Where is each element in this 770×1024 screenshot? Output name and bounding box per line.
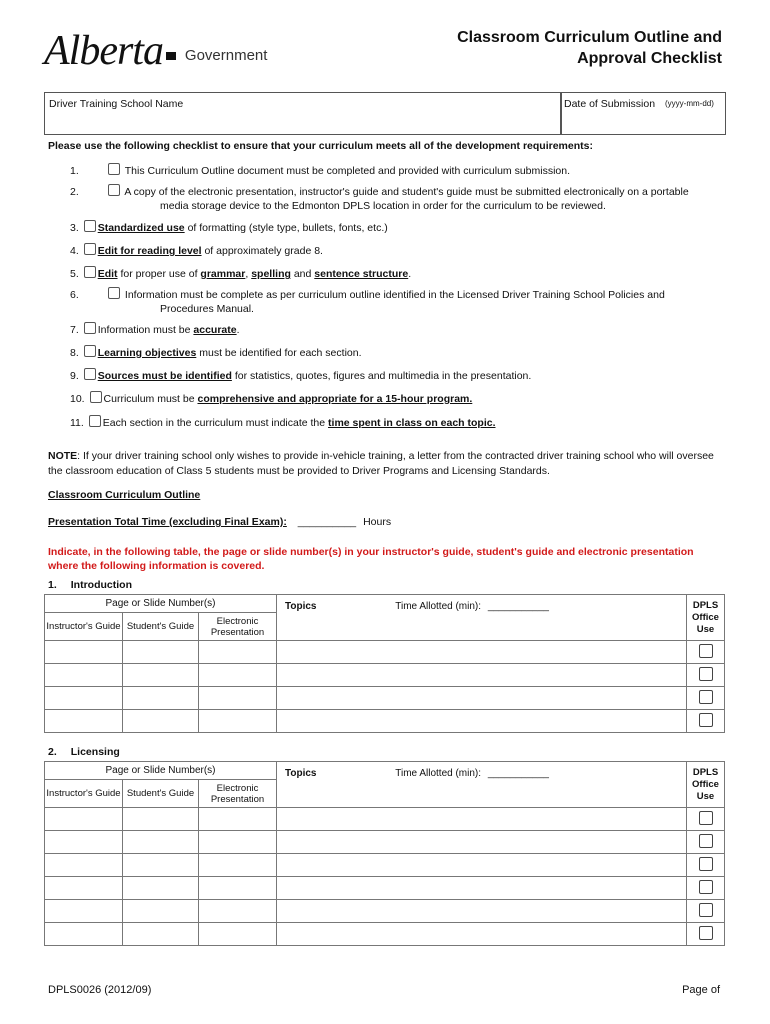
introduction-table <box>44 594 725 733</box>
checkbox-2[interactable] <box>108 184 120 196</box>
table-row <box>45 641 725 664</box>
checklist-item: 10. Curriculum must be comprehensive and appropriate for a 15-hour program. <box>70 393 473 405</box>
table-row <box>45 710 725 733</box>
dpls-office-use-header: DPLS Office Use <box>687 762 725 808</box>
checklist-item: 11. Each section in the curriculum must indicate the time spent in class on each topic. <box>70 417 496 429</box>
document-title <box>382 27 722 69</box>
section-heading-introduction: 1. Introduction <box>48 579 133 591</box>
checkbox-10[interactable] <box>90 391 102 403</box>
checklist-intro: Please use the following checklist to ensure that your curriculum meets all of the development requirements: <box>48 140 593 152</box>
checklist-item: 1. This Curriculum Outline document must be completed and provided with curriculum submission. <box>70 165 571 177</box>
checklist-item: 9. Sources must be identified for statistics, quotes, figures and multimedia in the presentation. <box>70 370 532 382</box>
table-row <box>45 900 725 923</box>
table-row <box>45 808 725 831</box>
students-guide-header: Student's Guide <box>123 613 199 641</box>
checklist-item: 2. A copy of the electronic presentation, instructor's guide and student's guide must be submitted electronically on a portable media storage device to the Edmonton DPLS location in order for the curriculum to be reviewed. <box>70 186 689 212</box>
dpls-checkbox[interactable] <box>699 690 713 704</box>
table-row <box>45 854 725 877</box>
logo-wordmark: Alberta <box>44 28 163 74</box>
instructors-guide-header: Instructor's Guide <box>45 613 123 641</box>
date-label: Date of Submission <box>564 98 656 110</box>
logo-government-text: Government <box>184 47 268 64</box>
checklist-item: 3. Standardized use of formatting (style type, bullets, fonts, etc.) <box>70 222 388 234</box>
checklist-item: 5. Edit for proper use of grammar, spelling and sentence structure. <box>70 268 412 280</box>
table-row <box>45 687 725 710</box>
dpls-checkbox[interactable] <box>699 811 713 825</box>
logo-flag-icon <box>166 52 176 60</box>
checkbox-5[interactable] <box>84 266 96 278</box>
date-of-submission-field[interactable] <box>560 92 726 135</box>
title-line-1: Classroom Curriculum Outline and <box>457 29 722 46</box>
checkbox-1[interactable] <box>108 163 120 175</box>
checkbox-6[interactable] <box>108 287 120 299</box>
students-guide-header: Student's Guide <box>123 780 199 808</box>
section-heading-licensing: 2. Licensing <box>48 746 120 758</box>
table-row <box>45 877 725 900</box>
checklist-item: 8. Learning objectives must be identified for each section. <box>70 347 362 359</box>
form-code: DPLS0026 (2012/09) <box>48 984 152 996</box>
outline-heading: Classroom Curriculum Outline <box>48 489 201 501</box>
checkbox-7[interactable] <box>84 322 96 334</box>
checkbox-8[interactable] <box>84 345 96 357</box>
school-name-label: Driver Training School Name <box>49 98 184 110</box>
checkbox-3[interactable] <box>84 220 96 232</box>
total-time-row: Presentation Total Time (excluding Final Exam): __________ Hours <box>48 516 392 528</box>
alberta-logo <box>44 30 267 72</box>
dpls-checkbox[interactable] <box>699 713 713 727</box>
page-number: Page of <box>682 984 720 996</box>
topics-header: Topics Time Allotted (min): ___________ <box>277 762 687 808</box>
electronic-presentation-header: Electronic Presentation <box>199 613 277 641</box>
checklist-item: 7. Information must be accurate. <box>70 324 240 336</box>
page-slide-header: Page or Slide Number(s) <box>45 762 277 780</box>
total-time-input[interactable]: __________ <box>297 516 357 528</box>
date-format-hint: (yyyy-mm-dd) <box>665 99 714 108</box>
dpls-checkbox[interactable] <box>699 857 713 871</box>
time-allotted-input[interactable]: ___________ <box>487 601 549 612</box>
dpls-checkbox[interactable] <box>699 834 713 848</box>
checkbox-9[interactable] <box>84 368 96 380</box>
checkbox-4[interactable] <box>84 243 96 255</box>
checklist-item: 6. Information must be complete as per curriculum outline identified in the Licensed Driver Training School Policies and Procedures Manual. <box>70 289 665 315</box>
title-line-2: Approval Checklist <box>577 50 722 67</box>
instructors-guide-header: Instructor's Guide <box>45 780 123 808</box>
electronic-presentation-header: Electronic Presentation <box>199 780 277 808</box>
dpls-checkbox[interactable] <box>699 880 713 894</box>
table-row <box>45 923 725 946</box>
dpls-checkbox[interactable] <box>699 667 713 681</box>
dpls-checkbox[interactable] <box>699 644 713 658</box>
time-allotted-input[interactable]: ___________ <box>487 768 549 779</box>
licensing-table <box>44 761 725 946</box>
school-name-field[interactable] <box>44 92 562 135</box>
dpls-office-use-header: DPLS Office Use <box>687 595 725 641</box>
table-row <box>45 831 725 854</box>
checklist-item: 4. Edit for reading level of approximately grade 8. <box>70 245 323 257</box>
note-paragraph: NOTE: If your driver training school only wishes to provide in-vehicle training, a letter from the contracted driver training school who will oversee the classroom education of Class 5 students must be provided to Driver Programs and Licensing Standards. <box>48 450 714 477</box>
dpls-checkbox[interactable] <box>699 926 713 940</box>
checkbox-11[interactable] <box>89 415 101 427</box>
topics-header: Topics Time Allotted (min): ___________ <box>277 595 687 641</box>
page-slide-header: Page or Slide Number(s) <box>45 595 277 613</box>
table-row <box>45 664 725 687</box>
table-instructions: Indicate, in the following table, the page or slide number(s) in your instructor's guide, student's guide and electronic presentation where the following information is covered. <box>48 546 694 572</box>
dpls-checkbox[interactable] <box>699 903 713 917</box>
